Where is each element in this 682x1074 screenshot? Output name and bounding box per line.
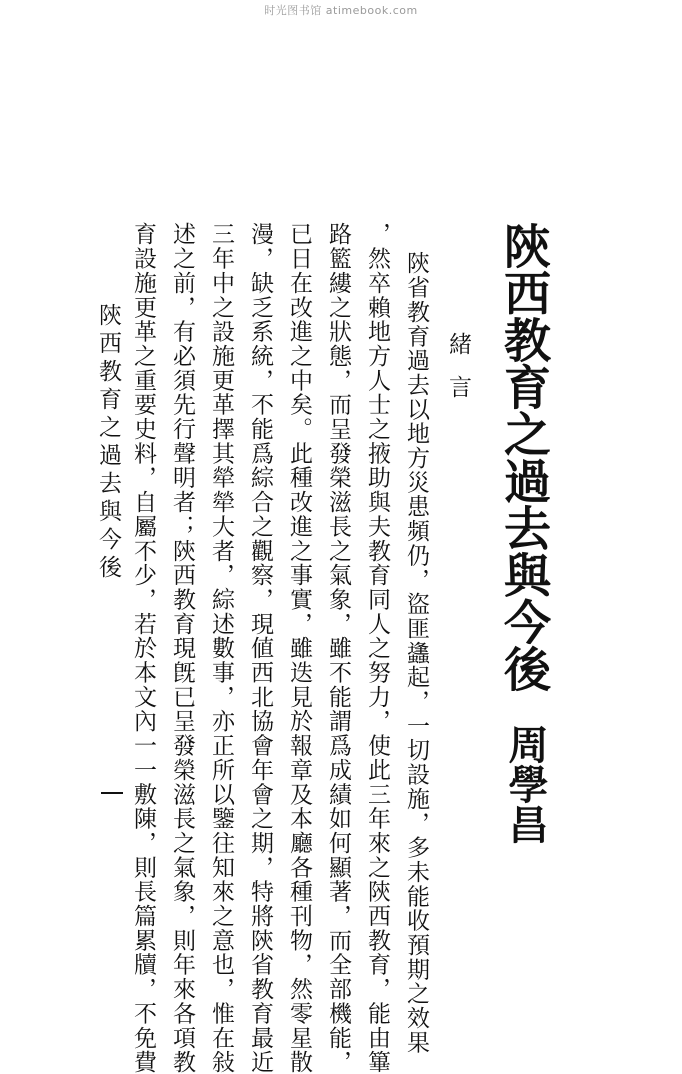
body-line-7: 述之前，有必須先行聲明者；陝西教育現旣已呈發榮滋長之氣象，則年來各項教 <box>169 222 195 1074</box>
watermark: 时光图书馆 atimebook.com <box>264 4 418 17</box>
body-line-8: 育設施更革之重要史料，自屬不少，若於本文內一一敷陳，則長篇累牘，不免費 <box>130 222 156 1074</box>
running-title: 陝西教育之過去與今後 <box>95 303 121 583</box>
page-number <box>101 792 123 794</box>
body-line-5: 漫，缺乏系統，不能爲綜合之觀察，現値西北協會年會之期，特將陝省教育最近 <box>247 222 273 1074</box>
body-line-1: 陝省教育過去以地方災患頻仍，盜匪蠭起，一切設施，多未能收預期之效果 <box>403 251 429 1055</box>
body-line-2: ，然卒賴地方人士之掖助與夫教育同人之努力，使此三年來之陝西教育，能由篳 <box>364 222 390 1074</box>
body-line-4: 已日在改進之中矣。此種改進之事實，雖迭見於報章及本廳各種刊物，然零星散 <box>286 222 312 1074</box>
body-line-3: 路籃縷之狀態，而呈發榮滋長之氣象，雖不能謂爲成績如何顯著，而全部機能， <box>325 222 351 1074</box>
author-name: 周學昌 <box>502 724 549 844</box>
article-title: 陝西教育之過去與今後 <box>496 222 551 692</box>
section-heading: 緒言 <box>445 332 471 418</box>
body-line-6: 三年中之設施更革擇其犖犖大者，綜述數事，亦正所以鑒往知來之意也，惟在敍 <box>208 222 234 1074</box>
